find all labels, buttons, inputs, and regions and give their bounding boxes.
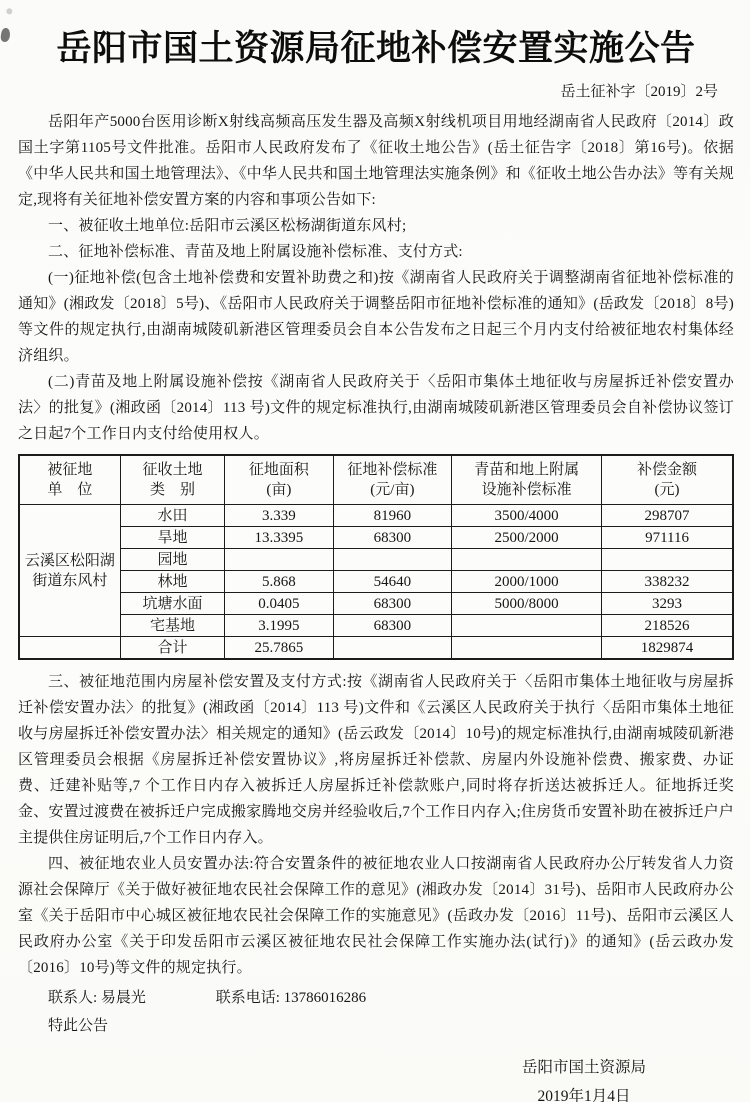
cell-area: 5.868 [225, 571, 334, 593]
col-header-expropriated-unit [19, 455, 120, 505]
cell-green-standard: 5000/8000 [452, 593, 602, 615]
cell-amount: 971116 [602, 527, 733, 549]
cell-total-label: 合计 [120, 637, 224, 660]
page-title: 岳阳市国土资源局征地补偿安置实施公告 [56, 29, 696, 68]
table-row-dryland [19, 527, 733, 549]
table-row-paddy [19, 505, 733, 527]
contact-person-label: 联系人: [48, 990, 98, 1006]
header-line: 青苗和地上附属 [474, 462, 580, 478]
table-row-homestead [19, 615, 733, 637]
item-two-standards: 二、征地补偿标准、青苗及地上附属设施补偿标准、支付方式: [48, 244, 463, 260]
cell-standard: 68300 [333, 527, 452, 549]
col-header-compensation-standard [333, 455, 452, 505]
compensation-table [18, 454, 734, 660]
contact-phone-number: 13786016286 [283, 990, 367, 1006]
table-row-garden [19, 549, 733, 571]
header-line: (元/亩) [370, 482, 415, 498]
header-line: 单 位 [47, 482, 93, 498]
cell-type: 林地 [120, 571, 224, 593]
cell-green-standard: 3500/4000 [452, 505, 602, 527]
table-row-pond [19, 593, 733, 615]
cell-standard: 68300 [333, 593, 452, 615]
contact-line [18, 985, 734, 1011]
cell-amount: 218526 [602, 615, 733, 637]
item-two-sub2-crops-compensation: (二)青苗及地上附属设施补偿按《湖南省人民政府关于〈岳阳市集体土地征收与房屋拆迁补偿安置办法〉的批复》(湘政函〔2014〕113 号)文件的规定标准执行,由湖南城陵矶新港区管理委员会自补偿协议签订之日起7个工作日内支付给使用权人。 [18, 374, 734, 442]
cell-standard: 54640 [333, 571, 452, 593]
cell-standard [333, 549, 452, 571]
cell-green-standard: 2500/2000 [452, 527, 602, 549]
cell-area: 13.3395 [225, 527, 334, 549]
issuer-name: 岳阳市国土资源局 [521, 1059, 646, 1076]
cell-area: 3.339 [225, 505, 334, 527]
header-line: (元) [654, 482, 680, 498]
document-number: 岳土征补字〔2019〕2号 [560, 84, 718, 100]
contact-person-name: 易晨光 [100, 990, 146, 1006]
item-one-land-unit: 一、被征收土地单位:岳阳市云溪区松杨湖街道东风村; [48, 218, 407, 234]
contact-phone-label: 联系电话: [215, 990, 280, 1006]
header-line: 征地补偿标准 [347, 462, 438, 478]
cell-type: 坑塘水面 [120, 593, 224, 615]
cell-standard: 68300 [333, 615, 452, 637]
cell-amount: 298707 [602, 505, 733, 527]
header-line: 征地面积 [248, 462, 309, 478]
cell-amount: 338232 [602, 571, 733, 593]
cell-green-standard [452, 549, 602, 571]
cell-total-area: 25.7865 [225, 637, 334, 660]
cell-standard: 81960 [333, 505, 452, 527]
col-header-land-type [120, 455, 224, 505]
table-header-row [19, 455, 733, 505]
col-header-crops-standard [452, 455, 602, 505]
scan-artifact [0, 27, 11, 42]
table-row-forest [19, 571, 733, 593]
header-line: 征收土地 [142, 462, 203, 478]
header-line: 类 别 [149, 482, 195, 498]
cell-area [225, 549, 334, 571]
item-four-resettlement: 四、被征地农业人员安置办法:符合安置条件的被征地农业人口按湖南省人民政府办公厅转发省人力资源社会保障厅《关于做好被征地农民社会保障工作的意见》(湘政办发〔2014〕31号)、岳阳市人民政府办公室《关于岳阳市中心城区被征地农民社会保障工作的实施意见》(岳政办发〔2016〕11号)、岳阳市云溪区人民政府办公室《关于印发岳阳市云溪区被征地农民社会保障工作实施办法(试行)》的通知》(岳云政办发〔2016〕10号)等文件的规定执行。 [18, 856, 734, 976]
header-line: 补偿金额 [637, 462, 698, 478]
col-header-amount [602, 455, 733, 505]
cell-type: 旱地 [120, 527, 224, 549]
cell-total-green-standard [452, 637, 602, 660]
cell-total-standard [333, 637, 452, 660]
cell-total-amount: 1829874 [602, 637, 733, 660]
cell-unit-empty [19, 637, 120, 660]
cell-area: 0.0405 [225, 593, 334, 615]
unit-cell: 云溪区松阳湖街道东风村 [19, 505, 120, 637]
signature-block [522, 1053, 646, 1102]
cell-type: 园地 [120, 549, 224, 571]
header-line: 被征地 [47, 462, 93, 478]
col-header-area [225, 455, 334, 505]
item-three-house-compensation: 三、被征地范围内房屋补偿安置及支付方式:按《湖南省人民政府关于〈岳阳市集体土地征收与房屋拆迁补偿安置办法〉的批复》(湘政函〔2014〕113 号)文件和《云溪区人民政府关于执行〈岳阳市集体土地征收与房屋拆迁补偿安置办法〉相关规定的通知》(岳云政发〔2014〕10号)的规定标准执行,由湖南城陵矶新港区管理委员会根据《房屋拆迁补偿安置协议》,将房屋拆迁补偿款、房屋内外设施补偿费、搬家费、办证费、迁建补贴等,7 个工作日内存入被拆迁人房屋拆迁补偿款账户,同时将存折送达被拆迁人。征地拆迁奖金、安置过渡费在被拆迁户完成搬家腾地交房并经验收后,7个工作日内存入;住房货币安置补助在被拆迁户户主提供住房证明后,7个工作日内存入。 [18, 674, 734, 846]
closing-statement: 特此公告 [48, 1018, 109, 1034]
cell-type: 宅基地 [120, 615, 224, 637]
cell-area: 3.1995 [225, 615, 334, 637]
header-line: (亩) [266, 482, 292, 498]
intro-paragraph: 岳阳年产5000台医用诊断X射线高频高压发生器及高频X射线机项目用地经湖南省人民政府〔2014〕政国土字第1105号文件批准。岳阳市人民政府发布了《征收土地公告》(岳土征告字〔2018〕第16号)。依据《中华人民共和国土地管理法》、《中华人民共和国土地管理法实施条例》和《征收土地公告办法》等有关规定,现将有关征地补偿安置方案的内容和事项公告如下: [18, 114, 734, 208]
cell-amount: 3293 [602, 593, 733, 615]
cell-green-standard [452, 615, 602, 637]
header-line: 设施补偿标准 [481, 482, 572, 498]
table-total-row [19, 637, 733, 660]
cell-type: 水田 [120, 505, 224, 527]
cell-amount [602, 549, 733, 571]
item-two-sub1-land-compensation: (一)征地补偿(包含土地补偿费和安置补助费之和)按《湖南省人民政府关于调整湖南省征地补偿标准的通知》(湘政发〔2018〕5号)、《岳阳市人民政府关于调整岳阳市征地补偿标准的通知》(岳政发〔2018〕8号)等文件的规定执行,由湖南城陵矶新港区管理委员会自本公告发布之日起三个月内支付给被征地农村集体经济组织。 [18, 270, 734, 364]
cell-green-standard: 2000/1000 [452, 571, 602, 593]
issue-date: 2019年1月4日 [537, 1088, 631, 1102]
